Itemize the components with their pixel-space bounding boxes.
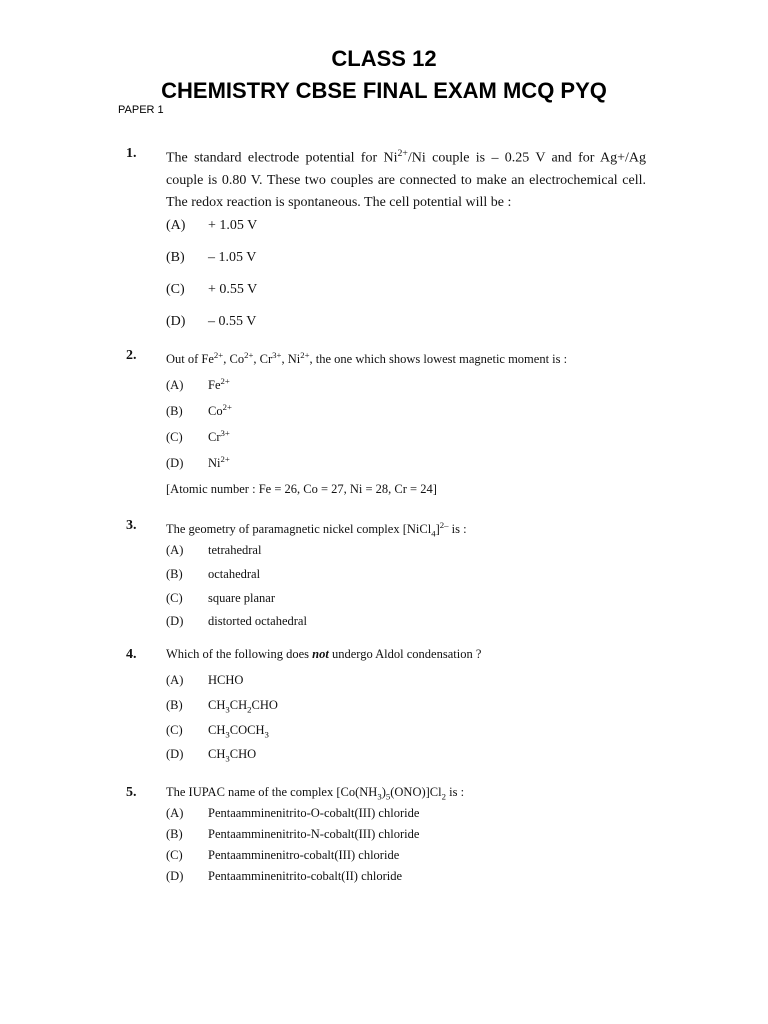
question-number: 3.	[126, 518, 137, 533]
option-b[interactable]: (B) Pentaamminenitrito-N-cobalt(III) chloride	[166, 827, 420, 841]
option-b[interactable]: (B) octahedral	[166, 567, 261, 581]
option-d[interactable]: (D) $Ni^{2+}$	[166, 454, 230, 471]
option-c[interactable]: (C) $Cr^{3+}$	[166, 428, 230, 445]
option-c[interactable]: (C) $CH_3COCH_3$	[166, 723, 269, 740]
question-text: Out of $Fe^{2+}$, $Co^{2+}$, $Cr^{3+}$, $Ni^{2+}$, the one which shows lowest magnetic moment is :	[166, 350, 568, 367]
option-b[interactable]: (B) $CH_3CH_2CHO$	[166, 698, 278, 715]
option-b[interactable]: (B) – 1.05 V	[166, 250, 257, 265]
option-d[interactable]: (D) Pentaamminenitrito-cobalt(II) chloride	[166, 869, 403, 883]
option-d[interactable]: (D) distorted octahedral	[166, 614, 307, 628]
option-a[interactable]: (A) $Fe^{2+}$	[166, 376, 230, 393]
option-a[interactable]: (A) tetrahedral	[166, 543, 262, 557]
question-text: Which of the following does not undergo Aldol condensation ?	[166, 647, 482, 661]
question-number: 2.	[126, 348, 137, 363]
option-a[interactable]: (A) + 1.05 V	[166, 218, 258, 233]
question-number: 1.	[126, 146, 137, 161]
option-c[interactable]: (C) Pentaamminenitro-cobalt(III) chloride	[166, 848, 400, 862]
atomic-number-note: [Atomic number : Fe = 26, Co = 27, Ni = 28, Cr = 24]	[166, 482, 437, 496]
paper-label: PAPER 1	[118, 104, 164, 116]
option-a[interactable]: (A) HCHO	[166, 673, 244, 687]
question-number: 4.	[126, 647, 137, 662]
option-d[interactable]: (D) – 0.55 V	[166, 314, 257, 329]
page-title: CLASS 12	[331, 46, 437, 71]
question-text: The standard electrode potential for $Ni^{2+}/Ni$ couple is – 0.25 V and for Ag+/Ag couple is 0.80 V. These two couples are connected to make an electrochemical cell. The redox reaction is spontaneous. The cell potential will be :	[166, 148, 646, 210]
option-c[interactable]: (C) square planar	[166, 591, 275, 605]
page-subtitle: CHEMISTRY CBSE FINAL EXAM MCQ PYQ	[161, 78, 607, 103]
option-c[interactable]: (C) + 0.55 V	[166, 282, 258, 297]
option-b[interactable]: (B) $Co^{2+}$	[166, 402, 232, 419]
question-text: The IUPAC name of the complex $[Co(NH_3)_5(ONO)]Cl_2$ is :	[166, 785, 465, 802]
question-number: 5.	[126, 785, 137, 800]
option-a[interactable]: (A) Pentaamminenitrito-O-cobalt(III) chloride	[166, 806, 420, 820]
option-d[interactable]: (D) $CH_3CHO$	[166, 747, 257, 764]
question-text: The geometry of paramagnetic nickel complex [NiCl$_4$]$^{2-}$ is :	[166, 520, 467, 539]
